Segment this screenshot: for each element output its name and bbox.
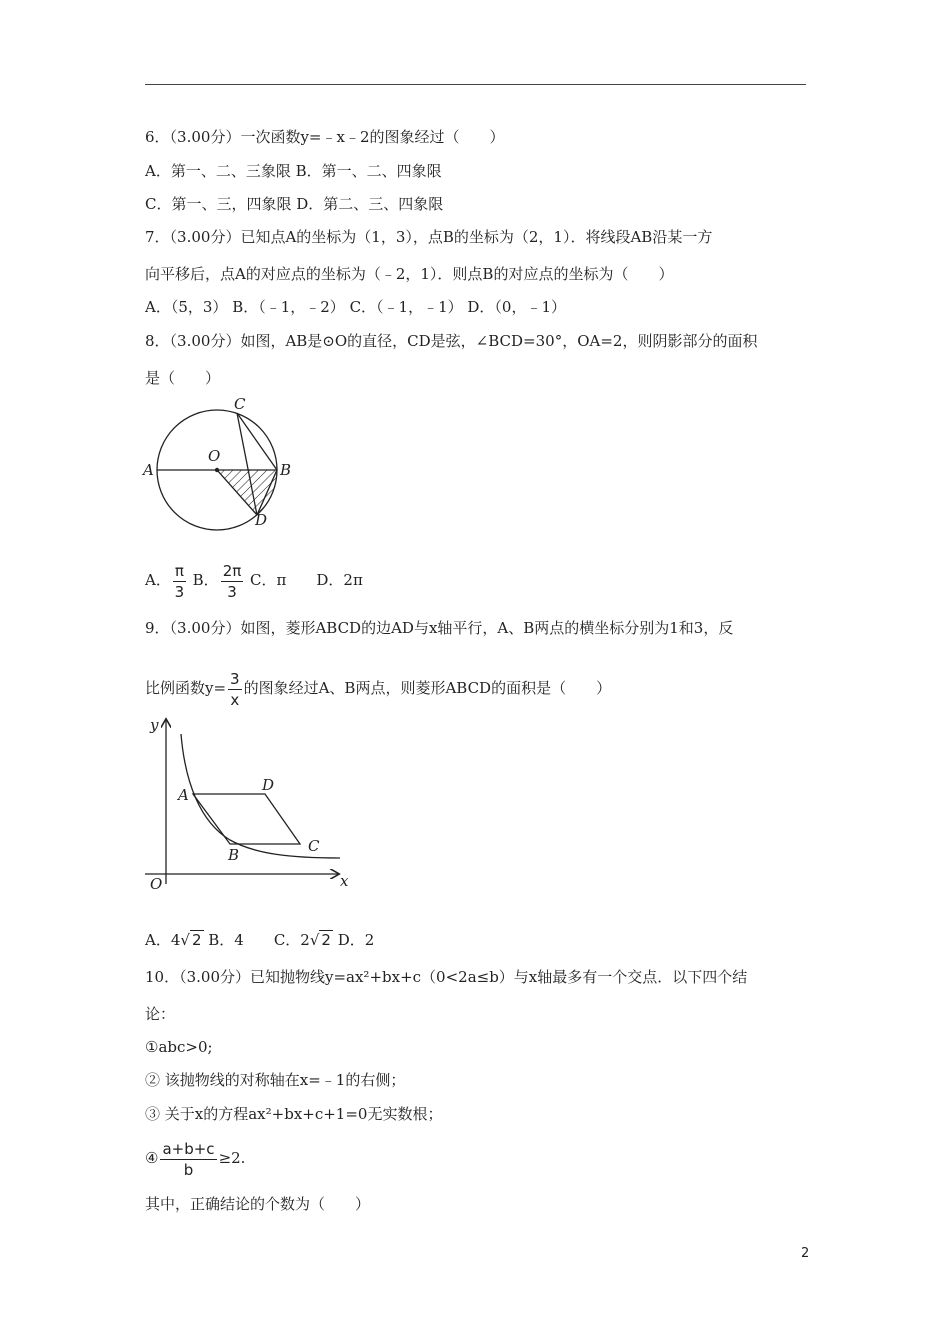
label-o: O xyxy=(150,875,163,893)
q7-options: A．（5，3） B．（﹣1，﹣2） C．（﹣1，﹣1） D．（0，﹣1） xyxy=(145,298,567,316)
label-a: A xyxy=(143,461,154,479)
fraction-numerator: 2π xyxy=(222,561,242,580)
circled-4: ④ xyxy=(145,1149,159,1167)
fraction-3-over-x xyxy=(228,669,242,710)
q7-stem-line2: 向平移后，点A的对应点的坐标为（﹣2，1）．则点B的对应点的坐标为（ ） xyxy=(145,265,674,283)
q10-conclusion-4 xyxy=(145,1136,245,1180)
q10-conclusion-1: ①abc>0; xyxy=(145,1038,213,1056)
q8-opt-b-prefix: B． xyxy=(192,571,219,589)
q10-stem-line1: 10．（3.00分）已知抛物线y=ax²+bx+c（0<2a≤b）与x轴最多有一个交点．以下四个结 xyxy=(145,968,748,986)
q8-opt-a-prefix: A． xyxy=(145,571,171,589)
rhombus-abcd xyxy=(193,794,300,844)
q8-opt-rest: C．π D．2π xyxy=(250,571,363,589)
fraction-abc-over-b xyxy=(160,1139,216,1180)
fraction-numerator: a+b+c xyxy=(162,1139,215,1158)
fraction-denominator: 3 xyxy=(174,582,185,601)
label-d: D xyxy=(255,511,268,529)
header-rule xyxy=(145,84,806,85)
label-y: y xyxy=(150,716,159,734)
q10-c4-post: ≥2. xyxy=(218,1149,246,1167)
q8-stem-line1: 8．（3.00分）如图，AB是⊙O的直径，CD是弦，∠BCD=30°，OA=2，则阴影部分的面积 xyxy=(145,332,758,350)
q9-rhombus-figure xyxy=(140,712,360,894)
q7-stem-line1: 7．（3.00分）已知点A的坐标为（1，3），点B的坐标为（2，1）．将线段AB沿某一方 xyxy=(145,228,713,246)
q8-options xyxy=(145,558,363,602)
q6-stem: 6．（3.00分）一次函数y=﹣x﹣2的图象经过（ ） xyxy=(145,128,505,146)
fraction-pi-over-3 xyxy=(173,561,186,602)
q8-circle-figure xyxy=(140,393,300,533)
sqrt-2: √ 2 xyxy=(180,931,202,949)
radicand: 2 xyxy=(321,931,331,949)
label-o: O xyxy=(208,447,221,465)
center-dot xyxy=(215,468,219,472)
label-b: B xyxy=(228,846,240,864)
fraction-2pi-over-3 xyxy=(221,561,244,602)
fraction-denominator: 3 xyxy=(227,582,237,601)
q10-conclusion-3: ③ 关于x的方程ax²+bx+c+1=0无实数根； xyxy=(145,1105,443,1123)
q9-stem2-pre: 比例函数y= xyxy=(145,679,227,697)
q6-options-cd: C．第一、三，四象限 D．第二、三、四象限 xyxy=(145,195,444,213)
q10-stem-line2: 论： xyxy=(145,1005,176,1023)
label-c: C xyxy=(308,837,320,855)
page-number: 2 xyxy=(801,1246,810,1261)
q10-conclusion-2: ② 该抛物线的对称轴在x=﹣1的右侧； xyxy=(145,1071,406,1089)
label-a: A xyxy=(178,786,189,804)
fraction-numerator: 3 xyxy=(230,669,240,688)
q9-opt-mid: B．4 C．2 xyxy=(203,931,310,949)
q10-question: 其中，正确结论的个数为（ ） xyxy=(145,1195,371,1213)
q9-opt-a-prefix: A．4 xyxy=(145,931,181,949)
fraction-numerator: π xyxy=(174,561,184,580)
sqrt-2: √ 2 xyxy=(309,931,331,949)
label-b: B xyxy=(280,461,292,479)
q9-opt-end: D．2 xyxy=(332,931,375,949)
fraction-denominator: x xyxy=(230,690,240,709)
q9-options xyxy=(145,930,374,950)
q9-stem2-post: 的图象经过A、B两点，则菱形ABCD的面积是（ ） xyxy=(243,679,612,697)
fraction-denominator: b xyxy=(183,1160,194,1179)
q9-stem-line1: 9．（3.00分）如图，菱形ABCD的边AD与x轴平行，A、B两点的横坐标分别为1和3，反 xyxy=(145,619,734,637)
label-c: C xyxy=(234,395,246,413)
radicand: 2 xyxy=(191,931,202,949)
q9-stem-line2 xyxy=(145,666,611,710)
label-x: x xyxy=(340,872,349,890)
q8-stem-line2: 是（ ） xyxy=(145,369,221,387)
label-d: D xyxy=(262,776,275,794)
q6-options-ab: A．第一、二、三象限 B．第一、二、四象限 xyxy=(145,162,442,180)
